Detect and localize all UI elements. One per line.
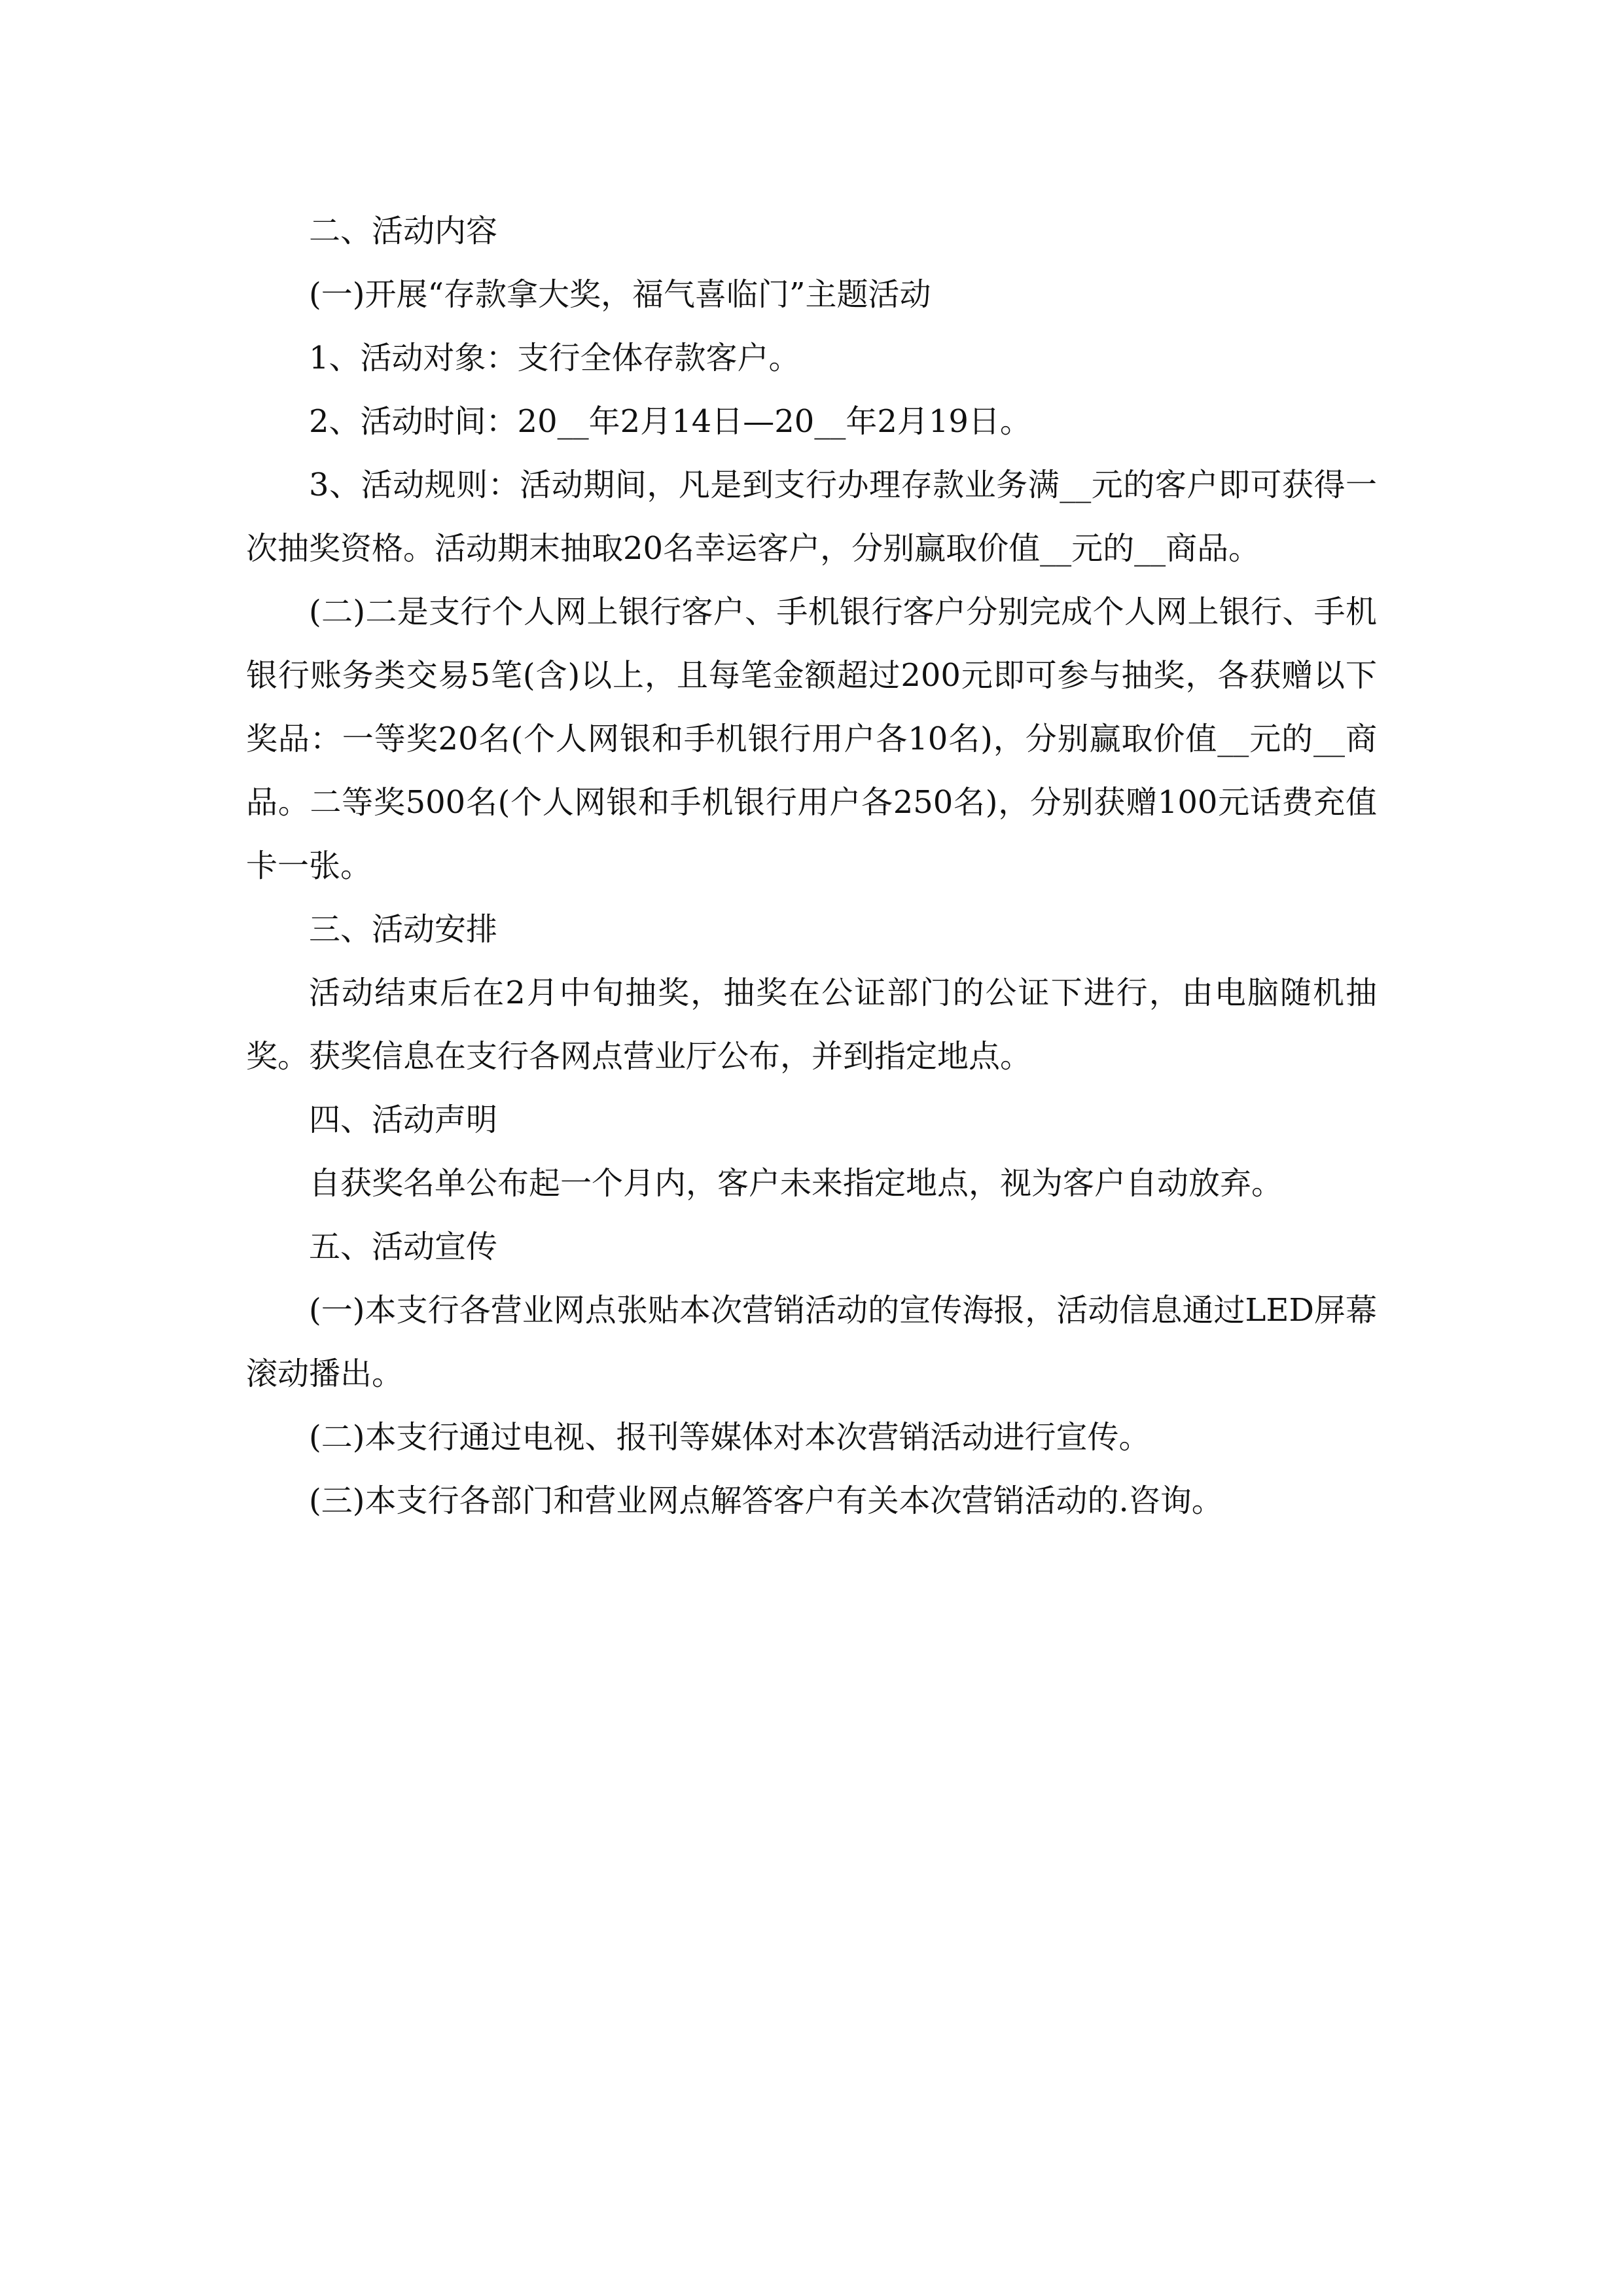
promotion-item-1: (一)本支行各营业网点张贴本次营销活动的宣传海报，活动信息通过LED屏幕滚动播出。 bbox=[246, 1292, 1377, 1392]
activity-time: 2、活动时间：20__年2月14日—20__年2月19日。 bbox=[309, 403, 1031, 440]
promotion-item-2: (二)本支行通过电视、报刊等媒体对本次营销活动进行宣传。 bbox=[309, 1419, 1150, 1456]
subsection-online-banking: (二)二是支行个人网上银行客户、手机银行客户分别完成个人网上银行、手机银行账务类交易5笔(含)以上，且每笔金额超过200元即可参与抽奖，各获赠以下奖品：一等奖20名(个人网银和手机银行用户各10名)，分别赢取价值__元的__商品。二等奖500名(个人网银和手机银行用户各250名)，分别获赠100元话费充值卡一张。 bbox=[246, 594, 1377, 884]
document-body bbox=[246, 200, 1377, 1533]
section-heading-activity-content: 二、活动内容 bbox=[309, 213, 498, 249]
section-heading-promotion: 五、活动宣传 bbox=[309, 1229, 498, 1265]
activity-rules: 3、活动规则：活动期间，凡是到支行办理存款业务满__元的客户即可获得一次抽奖资格。活动期末抽取20名幸运客户，分别赢取价值__元的__商品。 bbox=[246, 467, 1377, 567]
activity-target: 1、活动对象：支行全体存款客户。 bbox=[309, 340, 800, 376]
arrangement-text: 活动结束后在2月中旬抽奖，抽奖在公证部门的公证下进行，由电脑随机抽奖。获奖信息在支行各网点营业厅公布，并到指定地点。 bbox=[246, 975, 1377, 1075]
section-heading-statement: 四、活动声明 bbox=[309, 1102, 498, 1138]
statement-text: 自获奖名单公布起一个月内，客户未来指定地点，视为客户自动放弃。 bbox=[309, 1165, 1283, 1202]
section-heading-arrangement: 三、活动安排 bbox=[309, 911, 498, 948]
promotion-item-3: (三)本支行各部门和营业网点解答客户有关本次营销活动的.咨询。 bbox=[309, 1482, 1223, 1519]
subsection-deposit-activity: (一)开展“存款拿大奖，福气喜临门”主题活动 bbox=[309, 276, 931, 313]
